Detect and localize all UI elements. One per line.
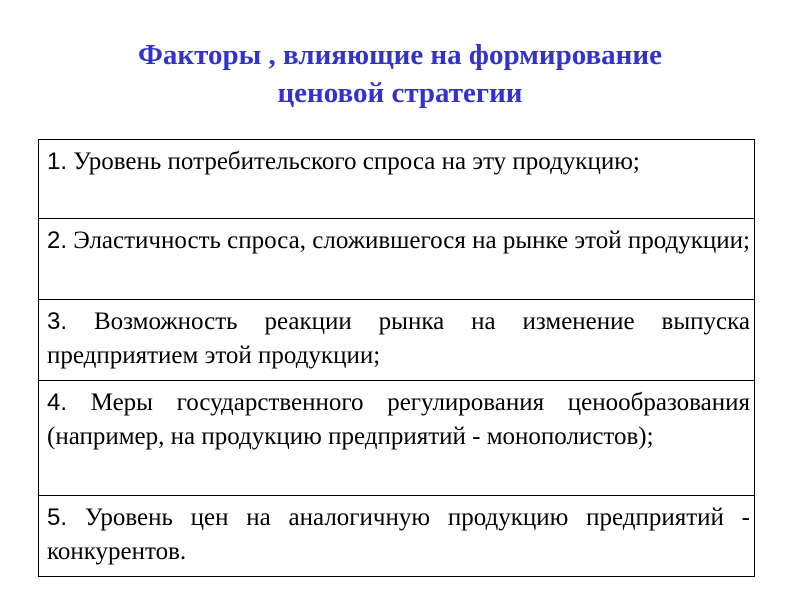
title-line-2: ценовой стратегии	[277, 77, 523, 109]
factor-cell	[39, 496, 755, 577]
factor-text: Уровень потребительского спроса на эту продукцию;	[73, 148, 640, 175]
factor-cell	[39, 219, 755, 300]
factor-text: Эластичность спроса, сложившегося на рынке этой продукции;	[73, 227, 750, 254]
factor-text: Возможность реакции рынка на изменение выпуска предприятием этой продукции;	[47, 308, 750, 369]
factor-number: 3.	[47, 308, 68, 335]
factor-text: Уровень цен на аналогичную продукцию предприятий - конкурентов.	[47, 504, 751, 565]
factor-cell	[39, 300, 755, 381]
factor-number: 2.	[47, 227, 68, 254]
factor-text: Меры государственного регулирования ценообразования (например, на продукцию предприятий - монополистов);	[47, 389, 750, 450]
title-line-1: Факторы , влияющие на формирование	[138, 39, 662, 71]
factor-row	[39, 300, 755, 381]
factor-number: 5.	[47, 504, 68, 531]
factor-row	[39, 381, 755, 496]
factor-cell	[39, 381, 755, 496]
factor-row	[39, 140, 755, 219]
factor-cell	[39, 140, 755, 219]
factor-row	[39, 496, 755, 577]
factor-number: 1.	[47, 148, 68, 175]
factor-number: 4.	[47, 389, 68, 416]
slide-title	[40, 36, 760, 112]
factor-row	[39, 219, 755, 300]
factors-table	[38, 139, 755, 577]
